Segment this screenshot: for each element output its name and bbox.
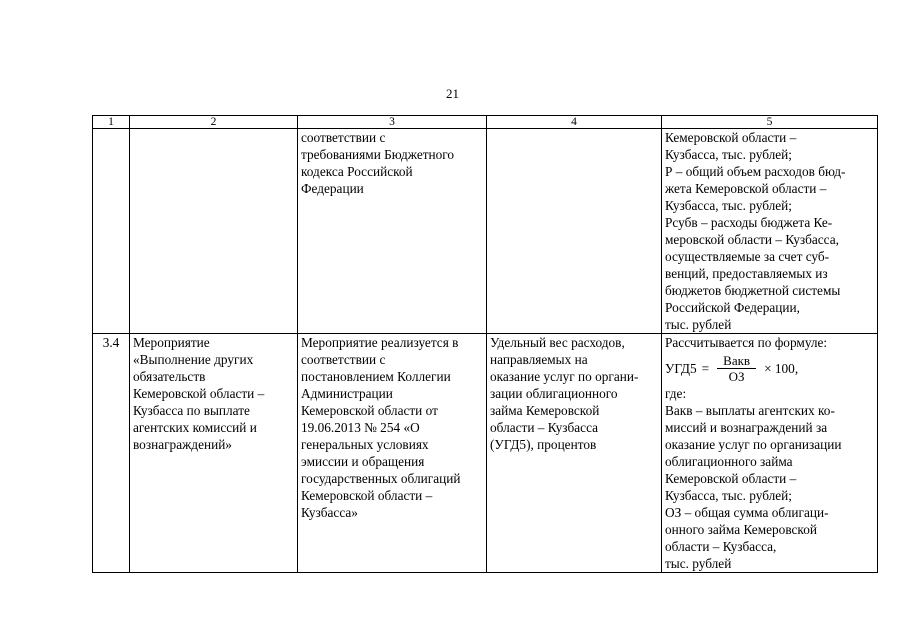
text-line: Кемеровской области – bbox=[665, 471, 797, 486]
text-line: Кузбасса, тыс. рублей; bbox=[665, 198, 792, 213]
text-line: генеральных условиях bbox=[301, 437, 429, 452]
text-line: ОЗ – общая сумма облигаци- bbox=[665, 505, 829, 520]
text-line: тыс. рублей bbox=[665, 556, 732, 571]
formula-equals: = bbox=[701, 360, 710, 376]
text-line: соответствии с bbox=[301, 352, 386, 367]
text-line: миссий и вознаграждений за bbox=[665, 420, 828, 435]
text-line: где: bbox=[665, 386, 687, 401]
page-number: 21 bbox=[446, 86, 459, 101]
text-line: вознаграждений» bbox=[133, 437, 232, 452]
text-line: Кузбасса по выплате bbox=[133, 403, 250, 418]
text-line: эмиссии и обращения bbox=[301, 454, 425, 469]
text-line: Кемеровской области – bbox=[665, 130, 797, 145]
text-line: постановлением Коллегии bbox=[301, 369, 451, 384]
table-row-continued bbox=[93, 129, 878, 334]
text-line: направляемых на bbox=[490, 352, 588, 367]
formula-lhs: УГД5 bbox=[665, 360, 697, 376]
text-line: венций, предоставляемых из bbox=[665, 266, 828, 281]
text-line: бюджетов бюджетной системы bbox=[665, 283, 841, 298]
cell-method bbox=[662, 129, 878, 334]
cell-event bbox=[130, 129, 298, 334]
text-line: тыс. рублей bbox=[665, 317, 732, 332]
header-col-5: 5 bbox=[662, 116, 878, 129]
text-line: Рсубв – расходы бюджета Ке- bbox=[665, 215, 833, 230]
text-line: Мероприятие реализуется в bbox=[301, 335, 459, 350]
cell-indicator bbox=[487, 334, 662, 573]
text-line: зации облигационного bbox=[490, 386, 618, 401]
cell-indicator bbox=[487, 129, 662, 334]
text-line: соответствии с bbox=[301, 130, 386, 145]
text-line: области – Кузбасса bbox=[490, 420, 599, 435]
text-line: Администрации bbox=[301, 386, 393, 401]
header-col-1: 1 bbox=[93, 116, 130, 129]
document-table bbox=[92, 115, 878, 573]
text-line: требованиями Бюджетного bbox=[301, 147, 455, 162]
text-line: государственных облигаций bbox=[301, 471, 461, 486]
cell-method bbox=[662, 334, 878, 573]
text-line: оказание услуг по организации bbox=[665, 437, 842, 452]
formula-fraction bbox=[717, 353, 756, 384]
text-line: Кузбасса» bbox=[301, 505, 358, 520]
cell-num: 3.4 bbox=[93, 334, 130, 573]
text-line: Кемеровской области – bbox=[301, 488, 433, 503]
cell-basis bbox=[298, 129, 487, 334]
formula bbox=[665, 351, 874, 385]
text-line: займа Кемеровской bbox=[490, 403, 600, 418]
text-line: агентских комиссий и bbox=[133, 420, 257, 435]
text-line: кодекса Российской bbox=[301, 164, 413, 179]
text-line: Удельный вес расходов, bbox=[490, 335, 625, 350]
text-line: (УГД5), процентов bbox=[490, 437, 597, 452]
formula-numerator: Вакв bbox=[717, 353, 756, 369]
text-line: «Выполнение других bbox=[133, 352, 254, 367]
text-line: Р – общий объем расходов бюд- bbox=[665, 164, 846, 179]
cell-num bbox=[93, 129, 130, 334]
formula-rhs: × 100, bbox=[764, 360, 799, 376]
text-line: меровской области – Кузбасса, bbox=[665, 232, 839, 247]
header-col-2: 2 bbox=[130, 116, 298, 129]
header-col-4: 4 bbox=[487, 116, 662, 129]
cell-event bbox=[130, 334, 298, 573]
text-line: области – Кузбасса, bbox=[665, 539, 777, 554]
text-line: Кузбасса, тыс. рублей; bbox=[665, 147, 792, 162]
table-header-row bbox=[93, 116, 878, 129]
text-line: онного займа Кемеровской bbox=[665, 522, 817, 537]
text-line: жета Кемеровской области – bbox=[665, 181, 827, 196]
text-line: облигационного займа bbox=[665, 454, 793, 469]
table-row-3-4 bbox=[93, 334, 878, 573]
text-line: Рассчитывается по формуле: bbox=[665, 335, 828, 350]
text-line: Кемеровской области от bbox=[301, 403, 438, 418]
text-line: Кузбасса, тыс. рублей; bbox=[665, 488, 792, 503]
text-line: Вакв – выплаты агентских ко- bbox=[665, 403, 835, 418]
text-line: Федерации bbox=[301, 181, 364, 196]
formula-denominator: ОЗ bbox=[728, 368, 745, 384]
text-line: 19.06.2013 № 254 «О bbox=[301, 420, 420, 435]
text-line: Мероприятие bbox=[133, 335, 210, 350]
text-line: Российской Федерации, bbox=[665, 300, 800, 315]
text-line: осуществляемые за счет суб- bbox=[665, 249, 830, 264]
text-line: Кемеровской области – bbox=[133, 386, 265, 401]
text-line: обязательств bbox=[133, 369, 206, 384]
text-line: оказание услуг по органи- bbox=[490, 369, 639, 384]
cell-basis bbox=[298, 334, 487, 573]
header-col-3: 3 bbox=[298, 116, 487, 129]
